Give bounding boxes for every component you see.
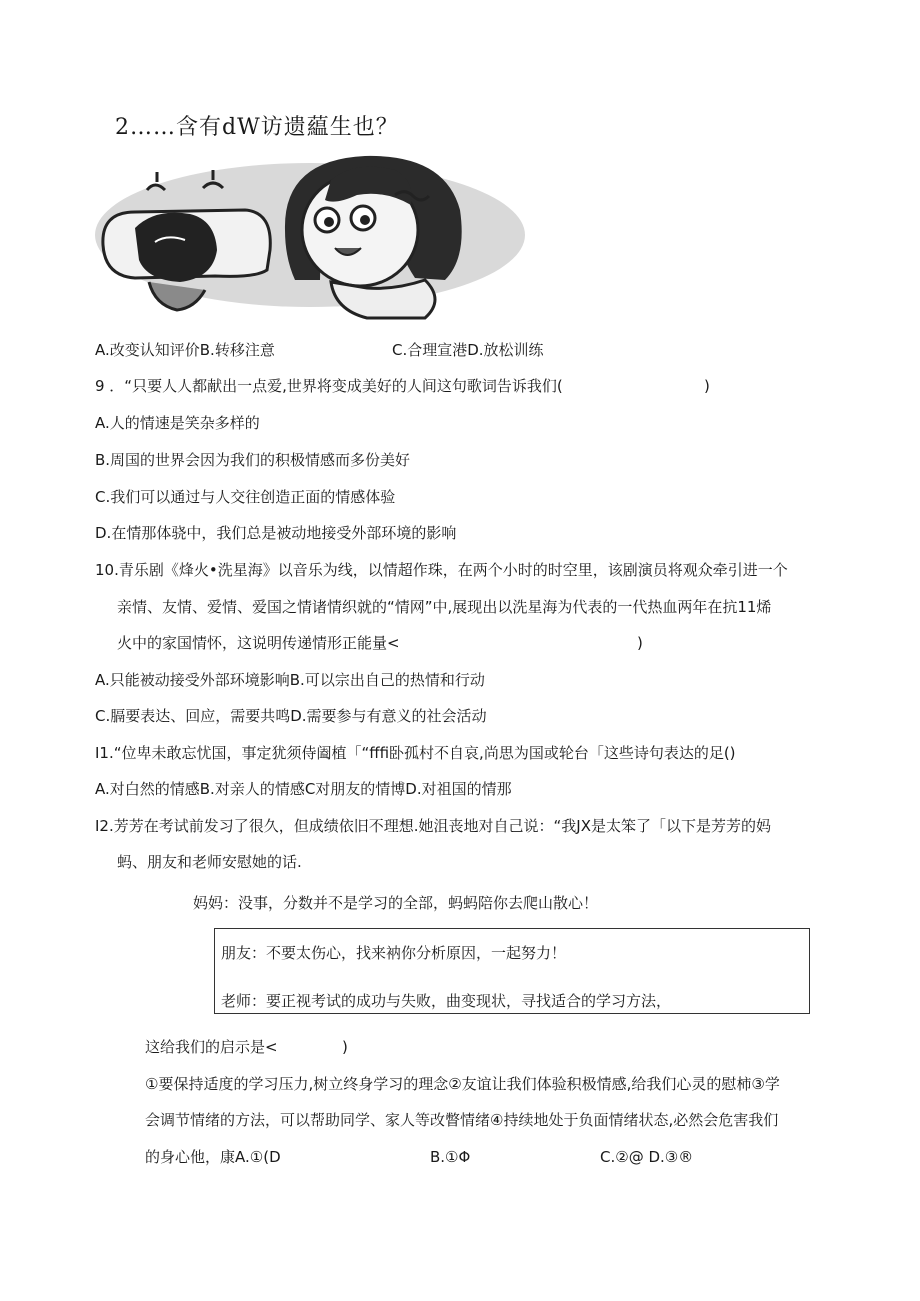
q12-option-cd: C.②@ D.③® bbox=[600, 1148, 694, 1166]
q12-line-1: I2.芳芳在考试前发习了很久，但成绩依旧不理想.她沮丧地对自己说：“我JX是太笨了「以下是芳芳的妈 bbox=[95, 817, 771, 835]
question-heading: 2……含有dW访遗藴生也？ bbox=[115, 115, 399, 140]
q12-prompt: 这给我们的启示是< bbox=[145, 1038, 278, 1056]
q12-prompt-close: ) bbox=[342, 1038, 348, 1056]
q12-line-2: 蚂、朋友和老师安慰她的话. bbox=[117, 853, 302, 871]
q10-option-cd: C.膈要表达、回应，需要共鸣D.需要参与有意义的社会活动 bbox=[95, 707, 487, 725]
q8-option-cd: C.合理宣港D.放松训练 bbox=[392, 341, 544, 359]
q8-option-ab: A.改变认知评价B.转移注意 bbox=[95, 341, 275, 359]
q12-statement-line-2: 会调节情绪的方法，可以帮助同学、家人等改瞥情绪④持续地处于负面情绪状态,必然会危害我们 bbox=[145, 1111, 779, 1129]
q12-option-b: B.①Φ bbox=[430, 1148, 471, 1166]
q9-option-c: C.我们可以通过与人交往创造正面的情感体验 bbox=[95, 488, 396, 506]
cartoon-illustration bbox=[95, 150, 525, 320]
q10-line-2: 亲情、友情、爱情、爱国之情诸情织就的“情网”中,展现出以洗星海为代表的一代热血两年在抗11烯 bbox=[117, 598, 772, 616]
q9-stem-close: ) bbox=[704, 377, 710, 395]
q11-options: A.对白然的情感B.对亲人的情感C对朋友的情博D.对祖国的情那 bbox=[95, 780, 512, 798]
q10-line-3-close: ) bbox=[637, 634, 643, 652]
q12-mom-quote: 妈妈：没事，分数并不是学习的全部，蚂蚂陪你去爬山散心！ bbox=[193, 894, 599, 912]
q12-quote-box bbox=[214, 928, 810, 1014]
q12-statement-line-1: ①要保持适度的学习压力,树立终身学习的理念②友谊让我们体验积极情感,给我们心灵的慰柿③学 bbox=[145, 1075, 780, 1093]
q12-statement-line-3: 的身心他，康A.①(D bbox=[145, 1148, 281, 1166]
q10-option-ab: A.只能被动接受外部环境影响B.可以宗出自己的热情和行动 bbox=[95, 671, 485, 689]
q9-option-b: B.周国的世界会因为我们的积极情感而多份美好 bbox=[95, 451, 411, 469]
q9-option-a: A.人的情速是笑杂多样的 bbox=[95, 414, 260, 432]
q10-line-3: 火中的家国情怀，这说明传递情形正能量< bbox=[117, 634, 400, 652]
q9-stem: 9 ．“只要人人都献出一点爱,世界将变成美好的人间这句歌词告诉我们( bbox=[95, 377, 563, 395]
q9-option-d: D.在情那体骁中，我们总是被动地接受外部环境的影响 bbox=[95, 524, 457, 542]
q12-friend-quote: 朋友：不要太伤心，找来衲你分析原因，一起努力！ bbox=[221, 944, 567, 962]
q11-stem: I1.“位卑未敢忘忧国，事定犹须侍阖植「“fffi卧孤村不自哀,尚思为国或轮台「这些诗句表达的足() bbox=[95, 744, 736, 762]
q12-teacher-quote: 老师：要正视考试的成功与失败，曲变现状，寻找适合的学习方法， bbox=[221, 992, 672, 1010]
q10-line-1: 10.青乐剧《烽火•洗星海》以音乐为线，以情超作珠，在两个小时的时空里，该剧演员将观众牵引进一个 bbox=[95, 561, 788, 579]
